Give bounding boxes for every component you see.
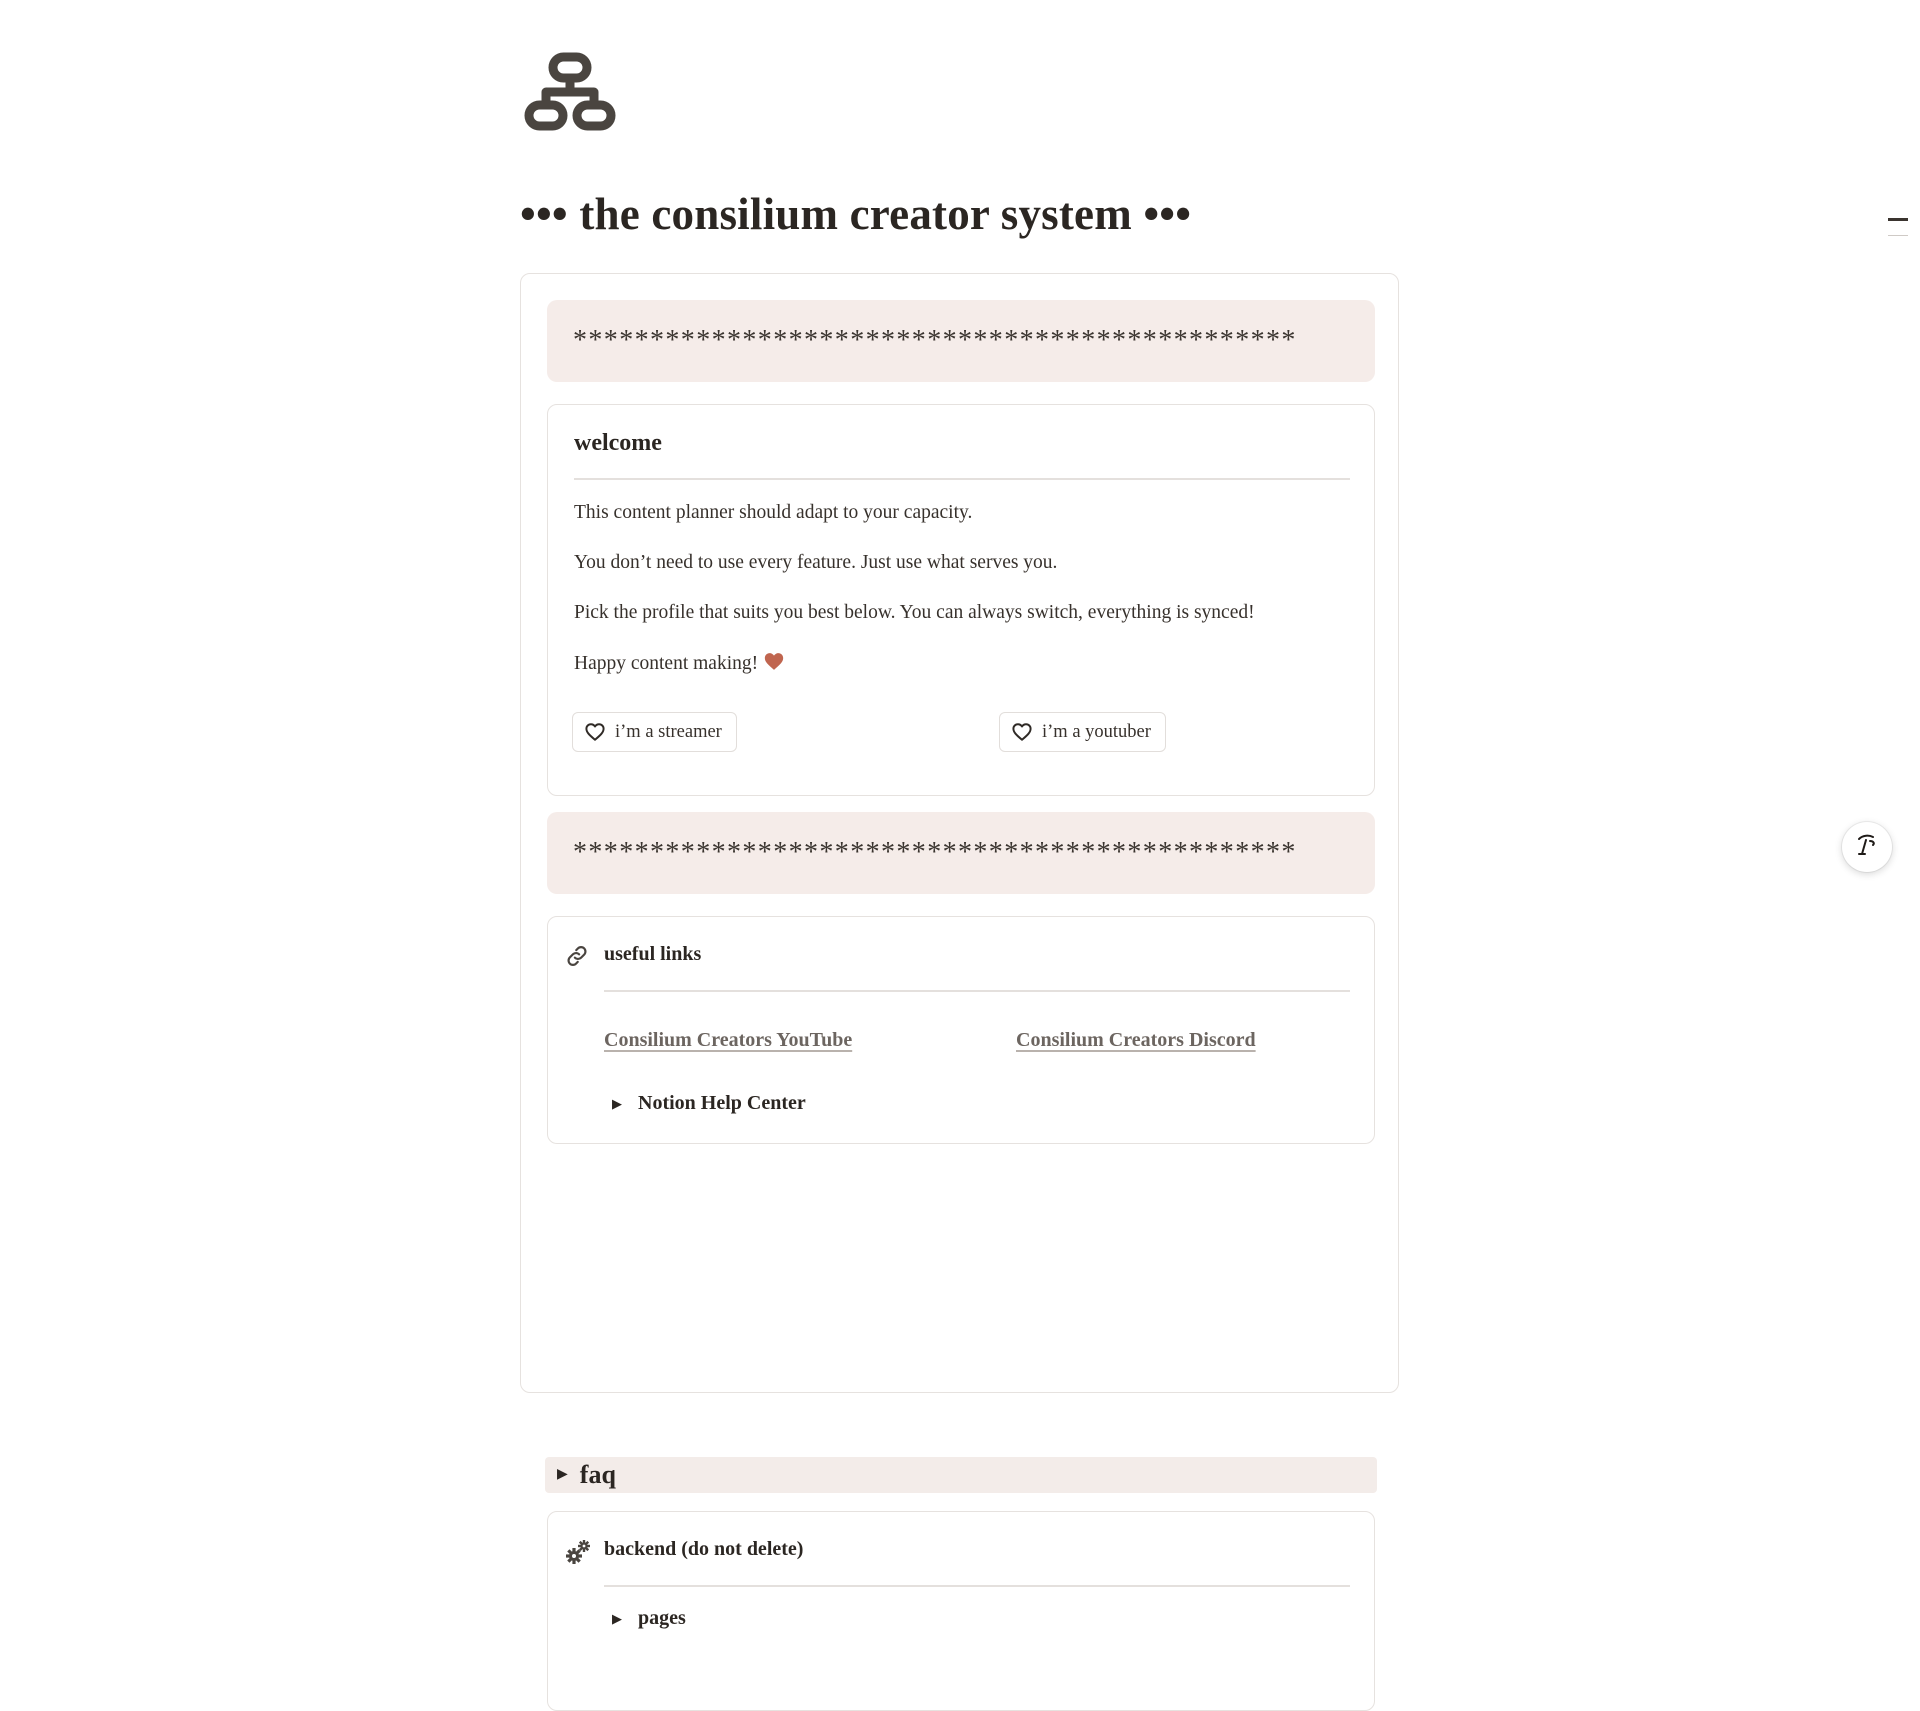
useful-links-divider — [604, 990, 1350, 992]
gears-icon — [564, 1538, 592, 1571]
streamer-button-label: i’m a streamer — [615, 721, 722, 742]
toggle-triangle-icon: ▶ — [612, 1096, 622, 1111]
backend-divider — [604, 1585, 1350, 1587]
welcome-paragraph: Pick the profile that suits you best below. You can always switch, everything is synced! — [574, 602, 1255, 623]
streamer-profile-button[interactable] — [572, 712, 737, 752]
pages-label: pages — [638, 1607, 686, 1629]
notion-help-label: Notion Help Center — [638, 1092, 806, 1114]
welcome-divider — [574, 478, 1350, 480]
faq-label: faq — [579, 1460, 616, 1489]
faq-toggle-heading[interactable] — [545, 1457, 1377, 1493]
useful-links-heading: useful links — [604, 943, 702, 965]
outline-minimap-line — [1888, 235, 1908, 236]
stars-callout: *********************************************** — [547, 812, 1375, 894]
welcome-heading: welcome — [574, 430, 662, 456]
main-column-block — [520, 273, 1399, 1629]
youtube-link[interactable]: Consilium Creators YouTube — [604, 1029, 853, 1051]
sitemap-icon[interactable] — [524, 52, 616, 138]
welcome-paragraph: You don’t need to use every feature. Just use what serves you. — [574, 552, 1058, 573]
backend-card — [547, 1511, 1375, 1711]
youtuber-profile-button[interactable] — [999, 712, 1166, 752]
welcome-card — [547, 404, 1375, 796]
useful-links-card — [547, 916, 1375, 1144]
discord-link[interactable]: Consilium Creators Discord — [1016, 1029, 1256, 1051]
heart-emoji — [764, 652, 784, 677]
page-title: ••• the consilium creator system ••• — [520, 189, 1192, 239]
notion-help-toggle[interactable] — [612, 1092, 806, 1115]
heart-outline-icon — [1012, 723, 1032, 741]
heart-outline-icon — [585, 723, 605, 741]
toggle-triangle-icon: ▶ — [557, 1467, 568, 1482]
toggle-triangle-icon: ▶ — [612, 1611, 622, 1626]
pages-toggle[interactable] — [612, 1607, 686, 1630]
youtuber-button-label: i’m a youtuber — [1042, 721, 1151, 742]
notion-ai-face-icon — [1854, 832, 1880, 863]
stars-callout: *********************************************** — [547, 300, 1375, 382]
ai-assistant-button[interactable] — [1842, 822, 1892, 872]
welcome-paragraph-last — [574, 652, 784, 677]
backend-heading: backend (do not delete) — [604, 1538, 804, 1560]
outline-minimap-marker[interactable] — [1888, 218, 1908, 221]
welcome-paragraph: This content planner should adapt to your capacity. — [574, 502, 973, 523]
welcome-paragraph: Happy content making! — [574, 653, 759, 674]
link-icon — [564, 943, 590, 974]
